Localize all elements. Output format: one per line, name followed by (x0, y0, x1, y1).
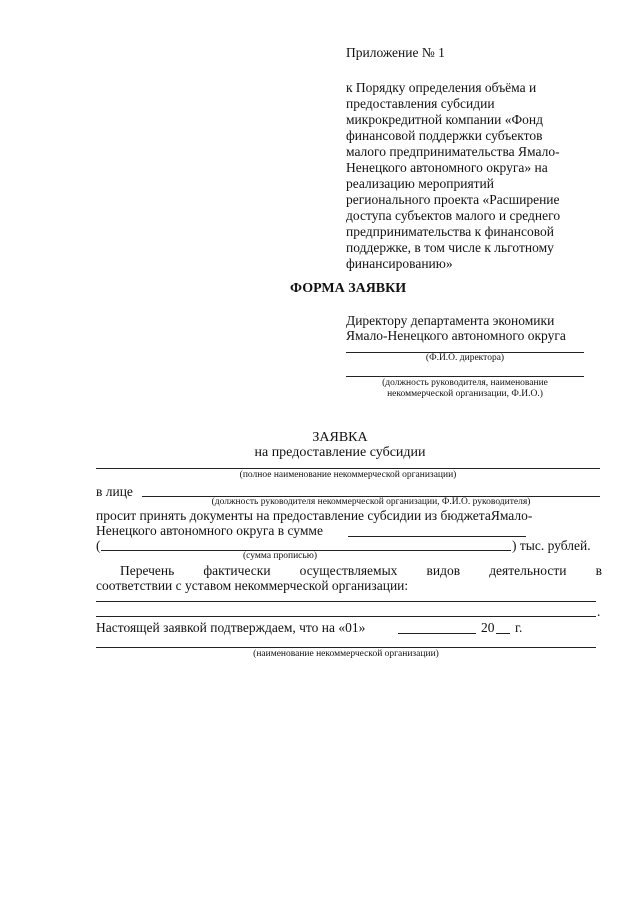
date-day-month-field[interactable] (398, 633, 476, 634)
appendix-line: малого предпринимательства Ямало- (346, 144, 560, 159)
head-caption-2: некоммерческой организации, Ф.И.О.) (387, 389, 543, 399)
appendix-title: Приложение № 1 (346, 45, 445, 60)
appendix-line: доступа субъектов малого и среднего (346, 208, 561, 223)
year-suffix: г. (515, 620, 523, 635)
application-heading: ЗАЯВКА (312, 430, 368, 445)
appendix-line: финансовой поддержки субъектов (346, 128, 543, 143)
appendix-line: предпринимательства к финансовой (346, 224, 554, 239)
form-title: ФОРМА ЗАЯВКИ (290, 281, 407, 296)
activities-line-2: соответствии с уставом некоммерческой организации: (96, 578, 409, 593)
head-position-caption: (должность руководителя некоммерческой организации, Ф.И.О. руководителя) (211, 497, 531, 507)
list-end-mark: . (597, 604, 601, 619)
appendix-line: к Порядку определения объёма и (346, 80, 537, 95)
amount-suffix: ) тыс. рублей. (512, 538, 591, 553)
appendix-line: микрокредитной компании «Фонд (346, 112, 543, 127)
year-field[interactable] (496, 633, 510, 634)
appendix-line: Ненецкого автономного округа» на (346, 160, 548, 175)
head-details-field[interactable] (346, 376, 584, 377)
org-name-caption: (наименование некоммерческой организации) (253, 649, 439, 659)
appendix-line: финансированию» (346, 256, 453, 271)
appendix-line: регионального проекта «Расширение (346, 192, 560, 207)
org-fullname-field[interactable] (96, 468, 600, 469)
addressee-line-2: Ямало-Ненецкого автономного округа (346, 328, 566, 343)
confirm-text: Настоящей заявкой подтверждаем, что на «01» (96, 620, 366, 635)
activities-word: фактически (203, 563, 271, 578)
amount-caption: (сумма прописью) (243, 551, 317, 561)
in-person-label: в лице (96, 484, 133, 499)
addressee-line-1: Директору департамента экономики (346, 313, 555, 328)
request-line-1: просит принять документы на предоставление субсидии из бюджетаЯмало- (96, 508, 533, 523)
appendix-line: предоставления субсидии (346, 96, 495, 111)
activities-word: осуществляемых (299, 563, 398, 578)
amount-number-field[interactable] (348, 536, 526, 537)
activities-field-1[interactable] (96, 601, 596, 602)
application-subheading: на предоставление субсидии (254, 445, 426, 460)
director-caption: (Ф.И.О. директора) (425, 353, 505, 363)
activities-line-1 (120, 563, 602, 579)
year-prefix: 20 (481, 620, 495, 635)
request-line-2: Ненецкого автономного округа в сумме (96, 523, 323, 538)
activities-word: деятельности (489, 563, 567, 578)
activities-word: в (595, 563, 602, 578)
activities-word: видов (426, 563, 461, 578)
appendix-line: поддержке, в том числе к льготному (346, 240, 554, 255)
org-name-field[interactable] (96, 647, 596, 648)
org-caption: (полное наименование некоммерческой организации) (239, 470, 457, 480)
appendix-text (346, 80, 606, 272)
appendix-line: реализацию мероприятий (346, 176, 495, 191)
open-paren: ( (96, 538, 101, 553)
activities-word: Перечень (120, 563, 175, 578)
head-caption-1: (должность руководителя, наименование (382, 378, 548, 388)
activities-field-2[interactable] (96, 616, 596, 617)
